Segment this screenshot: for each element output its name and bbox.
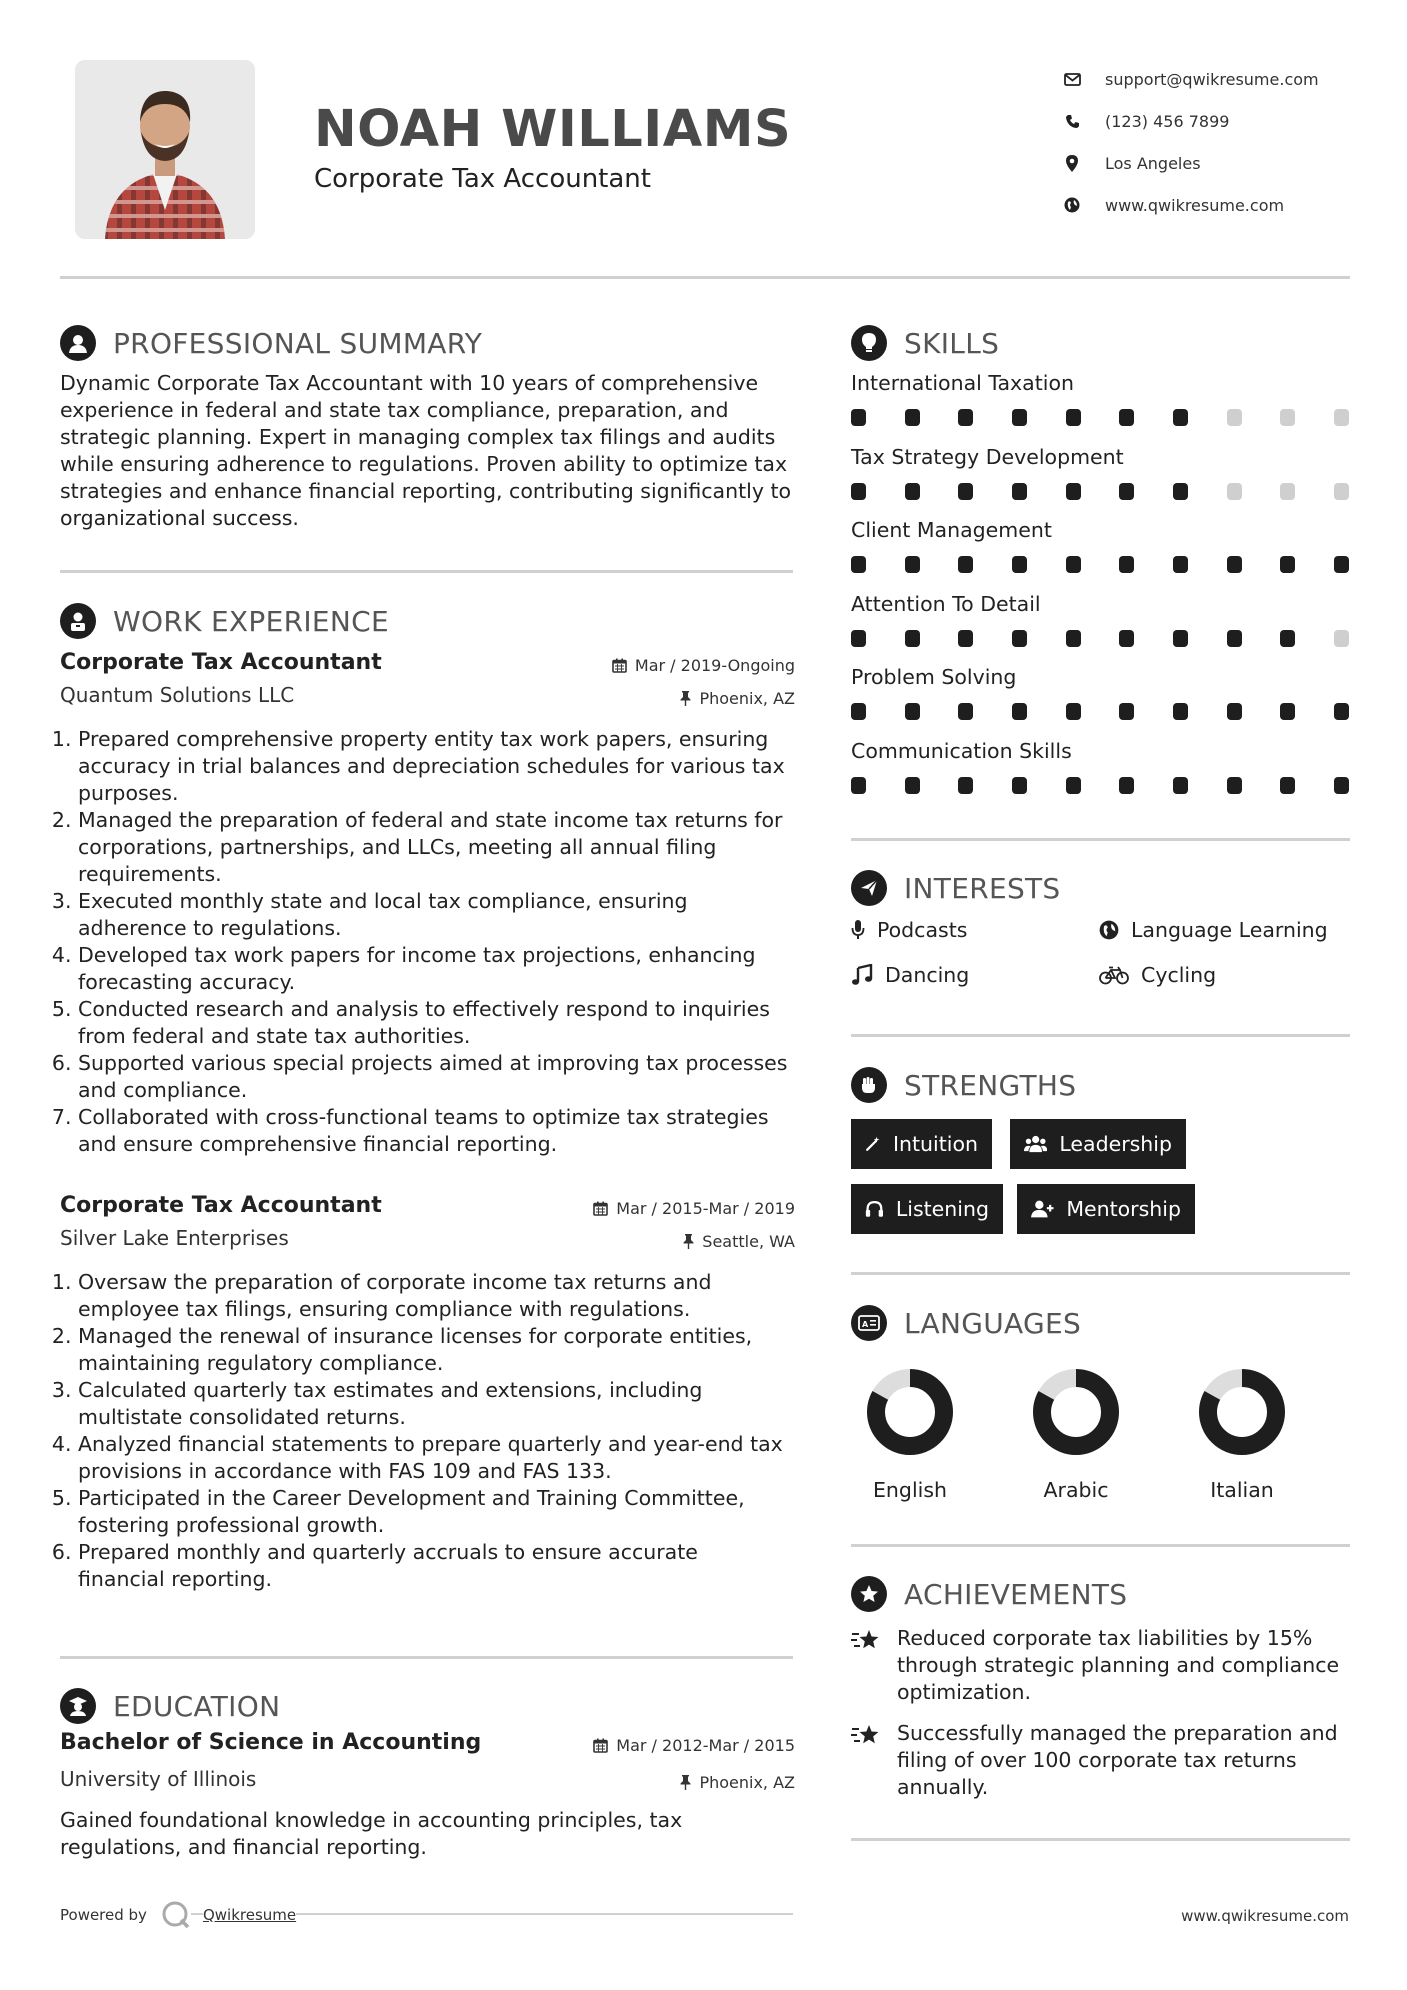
calendar-icon [612,658,627,673]
skill-item [851,591,1351,665]
summary-divider [60,570,793,573]
strength-badge [1017,1184,1195,1234]
envelope-icon [1063,70,1081,88]
skill-dot [958,409,973,426]
job-duties-list [60,1269,795,1593]
skill-dot [1012,483,1027,500]
skill-dot [851,409,866,426]
edu-location-text: Phoenix, AZ [699,1773,795,1792]
skill-dot [1012,409,1027,426]
achievement-line: Successfully managed the preparation and [897,1721,1338,1745]
graduate-icon [60,1688,96,1724]
skill-dot [851,630,866,647]
achievement-line: Reduced corporate tax liabilities by 15% [897,1626,1313,1650]
phone-text: (123) 456 7899 [1105,111,1230,131]
job-dates [612,656,795,675]
duty-item: 6. Supported various special projects aimed at improving tax processes and compliance. [78,1050,795,1104]
skill-rating [851,483,1349,500]
skill-item [851,370,1351,444]
skill-dot [1012,630,1027,647]
strength-label: Intuition [892,1132,978,1156]
skill-dot [1334,703,1349,720]
candidate-title: Corporate Tax Accountant [314,164,651,194]
job-location-text: Phoenix, AZ [699,689,795,708]
skill-dot [1012,556,1027,573]
skill-dot [905,483,920,500]
contact-location [1063,142,1383,184]
skill-dot [905,777,920,794]
summary-heading [60,325,482,361]
globe-icon [1063,196,1081,214]
skill-name: International Taxation [851,371,1075,395]
interest-label: Dancing [885,963,970,987]
location-text: Los Angeles [1105,153,1201,173]
magic-wand-icon [865,1133,881,1155]
achievements-title: ACHIEVEMENTS [904,1577,1128,1611]
skill-item [851,664,1351,738]
skill-dot [905,409,920,426]
interest-label: Cycling [1141,963,1217,987]
strength-badge [851,1184,1003,1234]
language-name: Italian [1210,1478,1274,1502]
work-divider [60,1656,793,1659]
skill-dot [1280,703,1295,720]
skill-dot [905,556,920,573]
globe-icon [1099,920,1119,940]
interest-item [1099,963,1216,987]
website-text[interactable]: www.qwikresume.com [1105,195,1285,215]
skill-dot [958,556,973,573]
edu-line: Gained foundational knowledge in accounting principles, tax [60,1808,683,1832]
job-company: Quantum Solutions LLC [60,683,295,707]
skill-dot [1119,409,1134,426]
job-location [683,1232,795,1251]
strengths-title: STRENGTHS [904,1068,1077,1102]
skill-dot [958,703,973,720]
summary-line: Dynamic Corporate Tax Accountant with 10 years of comprehensive [60,371,759,395]
strength-badge [1010,1119,1186,1169]
map-pin-icon [1063,154,1081,172]
job-entry [60,1193,795,1593]
language-item [1172,1368,1312,1502]
duty-item: 5. Participated in the Career Development and Training Committee, fostering professional growth. [78,1485,795,1539]
duty-item: 3. Calculated quarterly tax estimates and extensions, including multistate consolidated returns. [78,1377,795,1431]
skill-dot [1012,777,1027,794]
edu-description [60,1807,795,1861]
edu-degree: Bachelor of Science in Accounting [60,1730,482,1755]
footer-powered-by [60,1900,296,1930]
skill-dot [1280,556,1295,573]
language-proficiency-ring [1032,1368,1120,1456]
skills-heading [851,325,999,361]
skill-dot [958,630,973,647]
skill-dot [958,483,973,500]
strengths-divider [851,1272,1350,1275]
skill-name: Communication Skills [851,738,1072,763]
interest-label: Podcasts [877,918,968,942]
job-row-company [60,683,795,716]
interests-divider [851,1034,1350,1037]
language-proficiency-ring [1198,1368,1286,1456]
skill-dot [851,703,866,720]
pushpin-icon [680,1775,691,1790]
users-icon [1024,1133,1047,1155]
profile-photo [75,60,255,239]
skill-dot [1066,777,1081,794]
skill-item [851,444,1351,518]
job-role: Corporate Tax Accountant [60,650,382,675]
skill-dot [1280,409,1295,426]
interest-item [851,963,969,987]
skill-dot [851,556,866,573]
skills-divider [851,838,1350,841]
skill-rating [851,630,1349,647]
skill-dot [851,483,866,500]
skill-dot [1227,556,1242,573]
pushpin-icon [680,691,691,706]
skill-dot [1334,556,1349,573]
education-entry [60,1730,795,1861]
edu-school: University of Illinois [60,1767,257,1791]
strengths-heading [851,1067,1076,1103]
skill-dot [1227,630,1242,647]
duty-item: 4. Analyzed financial statements to prepare quarterly and year-end tax provisions in accordance with FAS 109 and FAS 133. [78,1431,795,1485]
achievement-text [897,1720,1351,1801]
languages-heading [851,1305,1081,1341]
skill-dot [1280,483,1295,500]
summary-line: organizational success. [60,506,299,530]
strength-badge [851,1119,992,1169]
skill-dot [1119,483,1134,500]
interest-item [1099,918,1328,942]
language-name: Arabic [1043,1478,1109,1502]
edu-dates [593,1736,795,1755]
skill-dot [1173,409,1188,426]
skill-dot [905,630,920,647]
paper-plane-icon [851,870,887,906]
skill-name: Problem Solving [851,665,1017,689]
brand-link[interactable]: Qwikresume [202,1906,297,1924]
contact-block [1063,58,1383,226]
summary-title: PROFESSIONAL SUMMARY [113,326,483,360]
edu-line: regulations, and financial reporting. [60,1835,427,1859]
language-proficiency-ring [866,1368,954,1456]
job-role: Corporate Tax Accountant [60,1193,382,1218]
skill-item [851,738,1351,812]
skill-dot [1173,483,1188,500]
summary-text [60,370,795,532]
language-item [1006,1368,1146,1502]
skill-dot [1227,703,1242,720]
duty-item: 4. Developed tax work papers for income tax projections, enhancing forecasting accuracy. [78,942,795,996]
achievement-line: filing of over 100 corporate tax returns [897,1748,1297,1772]
calendar-icon [593,1201,608,1216]
work-heading [60,603,389,639]
skill-dot [1227,777,1242,794]
duty-item: 6. Prepared monthly and quarterly accruals to ensure accurate financial reporting. [78,1539,795,1593]
achievements-divider [851,1838,1350,1841]
skill-rating [851,409,1349,426]
duty-item: 5. Conducted research and analysis to effectively respond to inquiries from federal and state tax authorities. [78,996,795,1050]
language-card-icon [851,1305,887,1341]
user-circle-icon [60,325,96,361]
education-heading [60,1688,280,1724]
languages-divider [851,1544,1350,1547]
skill-dot [1119,703,1134,720]
phone-icon [1063,112,1081,130]
candidate-name: NOAH WILLIAMS [314,100,792,159]
edu-row-school [60,1767,795,1807]
interests-heading [851,870,1061,906]
skill-dot [1066,483,1081,500]
svg-text:A: A [862,1320,869,1329]
job-dates-text: Mar / 2015-Mar / 2019 [616,1199,795,1218]
skill-dot [1334,409,1349,426]
achievement-line: annually. [897,1775,989,1799]
achievement-text [897,1625,1351,1706]
shooting-star-icon [851,1628,883,1654]
edu-location [680,1773,795,1792]
skill-item [851,517,1351,591]
skill-dot [851,777,866,794]
edu-row-degree [60,1730,795,1767]
lightbulb-icon [851,325,887,361]
skill-dot [1119,777,1134,794]
skill-rating [851,703,1349,720]
summary-line: strategies and enhance financial reporting, contributing significantly to [60,479,792,503]
job-dates-text: Mar / 2019-Ongoing [634,656,795,675]
briefcase-user-icon [60,603,96,639]
skill-dot [1119,630,1134,647]
education-title: EDUCATION [113,1689,281,1723]
shooting-star-icon [851,1723,883,1749]
bicycle-icon [1099,965,1129,985]
job-company: Silver Lake Enterprises [60,1226,289,1250]
language-item [840,1368,980,1502]
job-entry [60,650,795,1158]
qwikresume-logo-icon [161,1900,191,1930]
languages-title: LANGUAGES [904,1306,1082,1340]
duty-item: 1. Oversaw the preparation of corporate income tax returns and employee tax filings, ensuring compliance with regulations. [78,1269,795,1323]
strength-label: Mentorship [1066,1197,1181,1221]
skill-dot [1066,409,1081,426]
skill-name: Attention To Detail [851,591,1041,616]
skill-name: Client Management [851,518,1052,542]
contact-website [1063,184,1383,226]
skill-rating [851,556,1349,573]
skill-dot [1173,556,1188,573]
skill-dot [1280,630,1295,647]
language-name: English [872,1478,948,1502]
skill-dot [1227,483,1242,500]
music-note-icon [851,964,873,986]
star-badge-icon [851,1576,887,1612]
duty-item: 3. Executed monthly state and local tax compliance, ensuring adherence to regulations. [78,888,795,942]
contact-email [1063,58,1383,100]
email-text[interactable]: support@qwikresume.com [1105,69,1319,89]
skill-dot [958,777,973,794]
skill-dot [1066,630,1081,647]
work-title: WORK EXPERIENCE [113,604,389,638]
skill-name: Tax Strategy Development [851,444,1124,469]
duty-item: 7. Collaborated with cross-functional teams to optimize tax strategies and ensure comprehensive financial reporting. [78,1104,795,1158]
footer-website[interactable]: www.qwikresume.com [1181,1907,1349,1925]
skill-rating [851,777,1349,794]
skill-dot [1280,777,1295,794]
user-plus-icon [1031,1198,1054,1220]
strength-label: Listening [895,1197,989,1221]
skill-dot [1173,630,1188,647]
skill-dot [905,703,920,720]
achievements-heading [851,1576,1127,1612]
skill-dot [1334,777,1349,794]
skill-dot [1173,777,1188,794]
achievement-item [851,1720,1351,1801]
interests-title: INTERESTS [904,871,1061,905]
achievement-item [851,1625,1351,1706]
summary-line: experience in federal and state tax compliance, preparation, and [60,398,729,422]
duty-item: 2. Managed the renewal of insurance licenses for corporate entities, maintaining regulatory compliance. [78,1323,795,1377]
pushpin-icon [683,1234,694,1249]
job-duties-list [60,726,795,1158]
powered-by-text: Powered by [60,1906,161,1924]
job-location [680,689,795,708]
skill-dot [1066,556,1081,573]
job-row-company [60,1226,795,1259]
strength-label: Leadership [1059,1132,1172,1156]
skills-list [851,370,1351,811]
summary-line: strategic planning. Expert in managing complex tax filings and audits [60,425,776,449]
achievement-line: optimization. [897,1680,1032,1704]
interest-item [851,918,967,942]
job-row-role [60,1193,795,1226]
summary-line: while ensuring adherence to regulations. Proven ability to optimize tax [60,452,788,476]
interest-label: Language Learning [1131,918,1328,942]
headphones-icon [865,1199,884,1219]
skill-dot [1334,630,1349,647]
calendar-icon [593,1738,608,1753]
job-location-text: Seattle, WA [702,1232,795,1251]
edu-dates-text: Mar / 2012-Mar / 2015 [616,1736,795,1755]
duty-item: 2. Managed the preparation of federal and state income tax returns for corporations, partnerships, and LLCs, meeting all annual filing requirements. [78,807,795,888]
header-divider [60,276,1350,279]
skill-dot [1334,483,1349,500]
microphone-icon [851,919,865,941]
skill-dot [1173,703,1188,720]
contact-phone [1063,100,1383,142]
achievement-line: through strategic planning and compliance [897,1653,1340,1677]
skill-dot [1227,409,1242,426]
job-row-role [60,650,795,683]
skills-title: SKILLS [904,326,1000,360]
skill-dot [1119,556,1134,573]
fist-icon [851,1067,887,1103]
skill-dot [1066,703,1081,720]
job-dates [593,1199,795,1218]
duty-item: 1. Prepared comprehensive property entity tax work papers, ensuring accuracy in trial balances and depreciation schedules for various tax purposes. [78,726,795,807]
skill-dot [1012,703,1027,720]
